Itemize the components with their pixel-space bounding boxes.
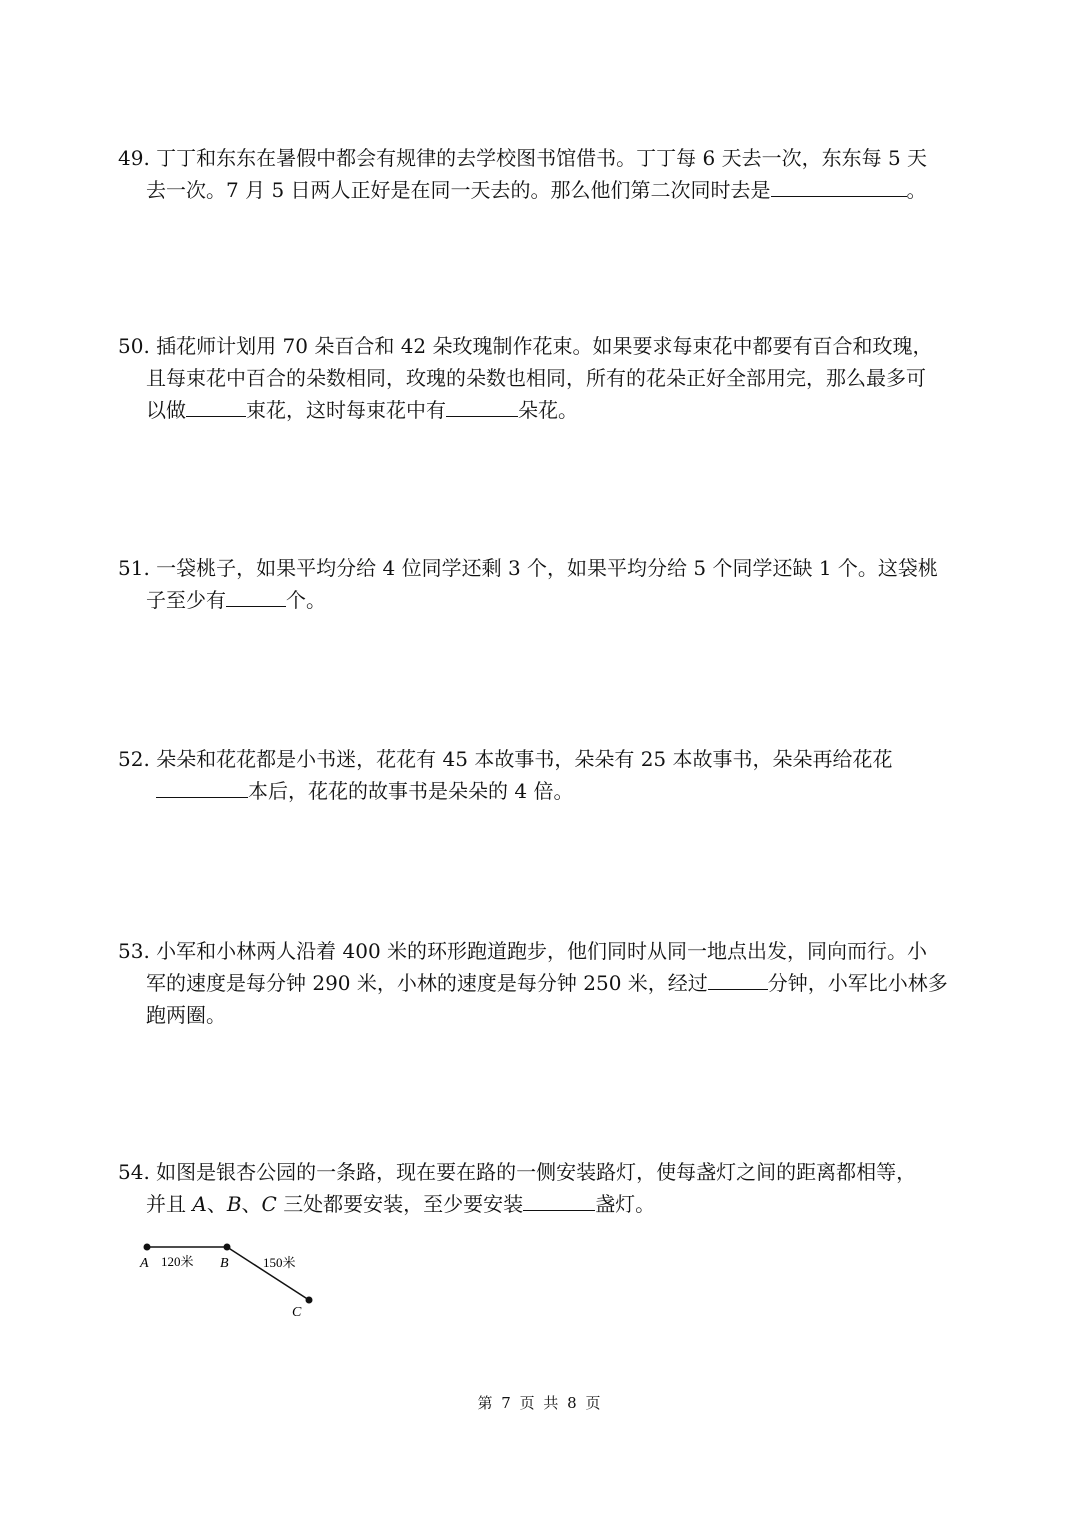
q52-text-2: 本后，花花的故事书是朵朵的 4 倍。 (248, 779, 574, 803)
q50-line-3 (118, 394, 978, 426)
q54-sep-2: 、 (241, 1192, 262, 1216)
q51-line-1 (118, 552, 978, 584)
q51-line-2 (118, 584, 978, 616)
q50-answer-blank-1[interactable] (186, 394, 246, 417)
q54-text-4: 盏灯。 (595, 1192, 656, 1216)
q51-number: 51. (118, 556, 150, 580)
label-c: C (292, 1305, 302, 1320)
point-b-dot (224, 1244, 231, 1251)
q53-text-2: 军的速度是每分钟 290 米，小林的速度是每分钟 250 米，经过 (146, 971, 708, 995)
q54-point-a: A (192, 1192, 207, 1216)
q54-text-2: 并且 (146, 1192, 186, 1216)
q50-number: 50. (118, 334, 150, 358)
q51-text-1: 一袋桃子，如果平均分给 4 位同学还剩 3 个，如果平均分给 5 个同学还缺 1 个。这袋桃 (156, 556, 938, 580)
q53-text-1: 小军和小林两人沿着 400 米的环形跑道跑步，他们同时从同一地点出发，同向而行。小 (156, 939, 928, 963)
point-c-dot (306, 1297, 313, 1304)
page-footer: 第 7 页 共 8 页 (477, 1394, 603, 1412)
q49-text-2: 去一次。7 月 5 日两人正好是在同一天去的。那么他们第二次同时去是 (146, 178, 771, 202)
q50-line-2 (118, 362, 978, 394)
q50-text-2: 且每束花中百合的朵数相同，玫瑰的朵数也相同，所有的花朵正好全部用完，那么最多可 (146, 366, 926, 390)
q49-line-2 (118, 174, 978, 206)
q50-text-4: 束花，这时每束花中有 (246, 398, 446, 422)
q52-line-2 (118, 775, 978, 807)
q49-line-1 (118, 142, 978, 174)
q54-answer-blank[interactable] (523, 1188, 595, 1211)
q50-answer-blank-2[interactable] (446, 394, 518, 417)
question-52 (118, 743, 978, 807)
q49-answer-blank[interactable] (771, 174, 907, 197)
q50-text-5: 朵花。 (518, 398, 578, 422)
q53-text-4: 跑两圈。 (146, 1003, 226, 1027)
question-50 (118, 330, 978, 426)
q50-text-1: 插花师计划用 70 朵百合和 42 朵玫瑰制作花束。如果要求每束花中都要有百合和玫瑰， (156, 334, 933, 358)
q54-text-1: 如图是银杏公园的一条路，现在要在路的一侧安装路灯，使每盏灯之间的距离都相等， (156, 1160, 917, 1184)
q54-sep-1: 、 (206, 1192, 227, 1216)
q50-line-1 (118, 330, 978, 362)
q49-text-1: 丁丁和东东在暑假中都会有规律的去学校图书馆借书。丁丁每 6 天去一次，东东每 5 天 (156, 146, 928, 170)
q54-line-2 (118, 1188, 978, 1220)
q51-text-2: 子至少有 (146, 588, 226, 612)
q53-line-3 (118, 999, 978, 1031)
q54-line-1 (118, 1156, 978, 1188)
q54-point-c: C (261, 1192, 277, 1216)
question-51 (118, 552, 978, 616)
q52-text-1: 朵朵和花花都是小书迷，花花有 45 本故事书，朵朵有 25 本故事书，朵朵再给花花 (156, 747, 893, 771)
road-diagram (130, 1232, 340, 1322)
label-a: A (140, 1256, 149, 1271)
q51-text-3: 个。 (286, 588, 326, 612)
point-a-dot (144, 1244, 151, 1251)
q49-text-3: 。 (906, 178, 927, 202)
q52-line-1 (118, 743, 978, 775)
label-b: B (220, 1256, 229, 1271)
distance-bc: 150米 (263, 1255, 296, 1270)
q53-number: 53. (118, 939, 150, 963)
q54-point-b: B (226, 1192, 242, 1216)
question-53 (118, 935, 978, 1031)
q53-line-2 (118, 967, 978, 999)
q52-answer-blank[interactable] (156, 775, 248, 798)
q53-line-1 (118, 935, 978, 967)
distance-ab: 120米 (161, 1254, 194, 1269)
question-54 (118, 1156, 978, 1220)
q52-number: 52. (118, 747, 150, 771)
q54-text-3: 三处都要安装，至少要安装 (283, 1192, 524, 1216)
q54-number: 54. (118, 1160, 150, 1184)
q51-answer-blank[interactable] (226, 584, 286, 607)
q53-answer-blank[interactable] (708, 967, 768, 990)
question-49 (118, 142, 978, 206)
q50-text-3: 以做 (146, 398, 186, 422)
q49-number: 49. (118, 146, 150, 170)
q53-text-3: 分钟，小军比小林多 (767, 971, 948, 995)
